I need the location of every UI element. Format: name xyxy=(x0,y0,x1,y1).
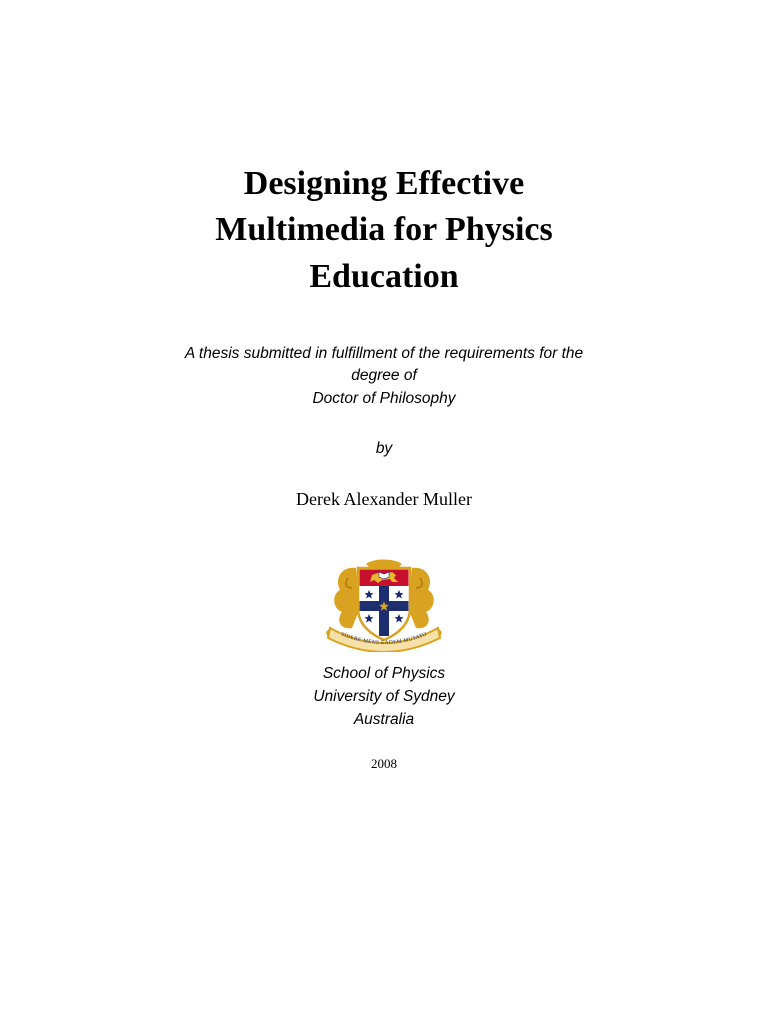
title-line-3: Education xyxy=(309,258,459,295)
university-crest-icon xyxy=(326,558,442,652)
author-name: Derek Alexander Muller xyxy=(296,489,472,509)
by-label: by xyxy=(375,440,393,457)
title-line-2: Multimedia for Physics xyxy=(215,211,553,248)
university-name: University of Sydney xyxy=(313,688,455,705)
school-name: School of Physics xyxy=(322,665,446,682)
crest-motto: SIDERE MENS EADEM MUTATO xyxy=(340,631,428,647)
country-name: Australia xyxy=(353,711,415,728)
submission-line-1: A thesis submitted in fulfillment of the requirements for the xyxy=(184,345,584,362)
title-line-1: Designing Effective xyxy=(243,165,525,202)
submission-line-3: Doctor of Philosophy xyxy=(312,390,456,407)
thesis-year: 2008 xyxy=(371,756,397,771)
submission-line-2: degree of xyxy=(351,367,417,384)
